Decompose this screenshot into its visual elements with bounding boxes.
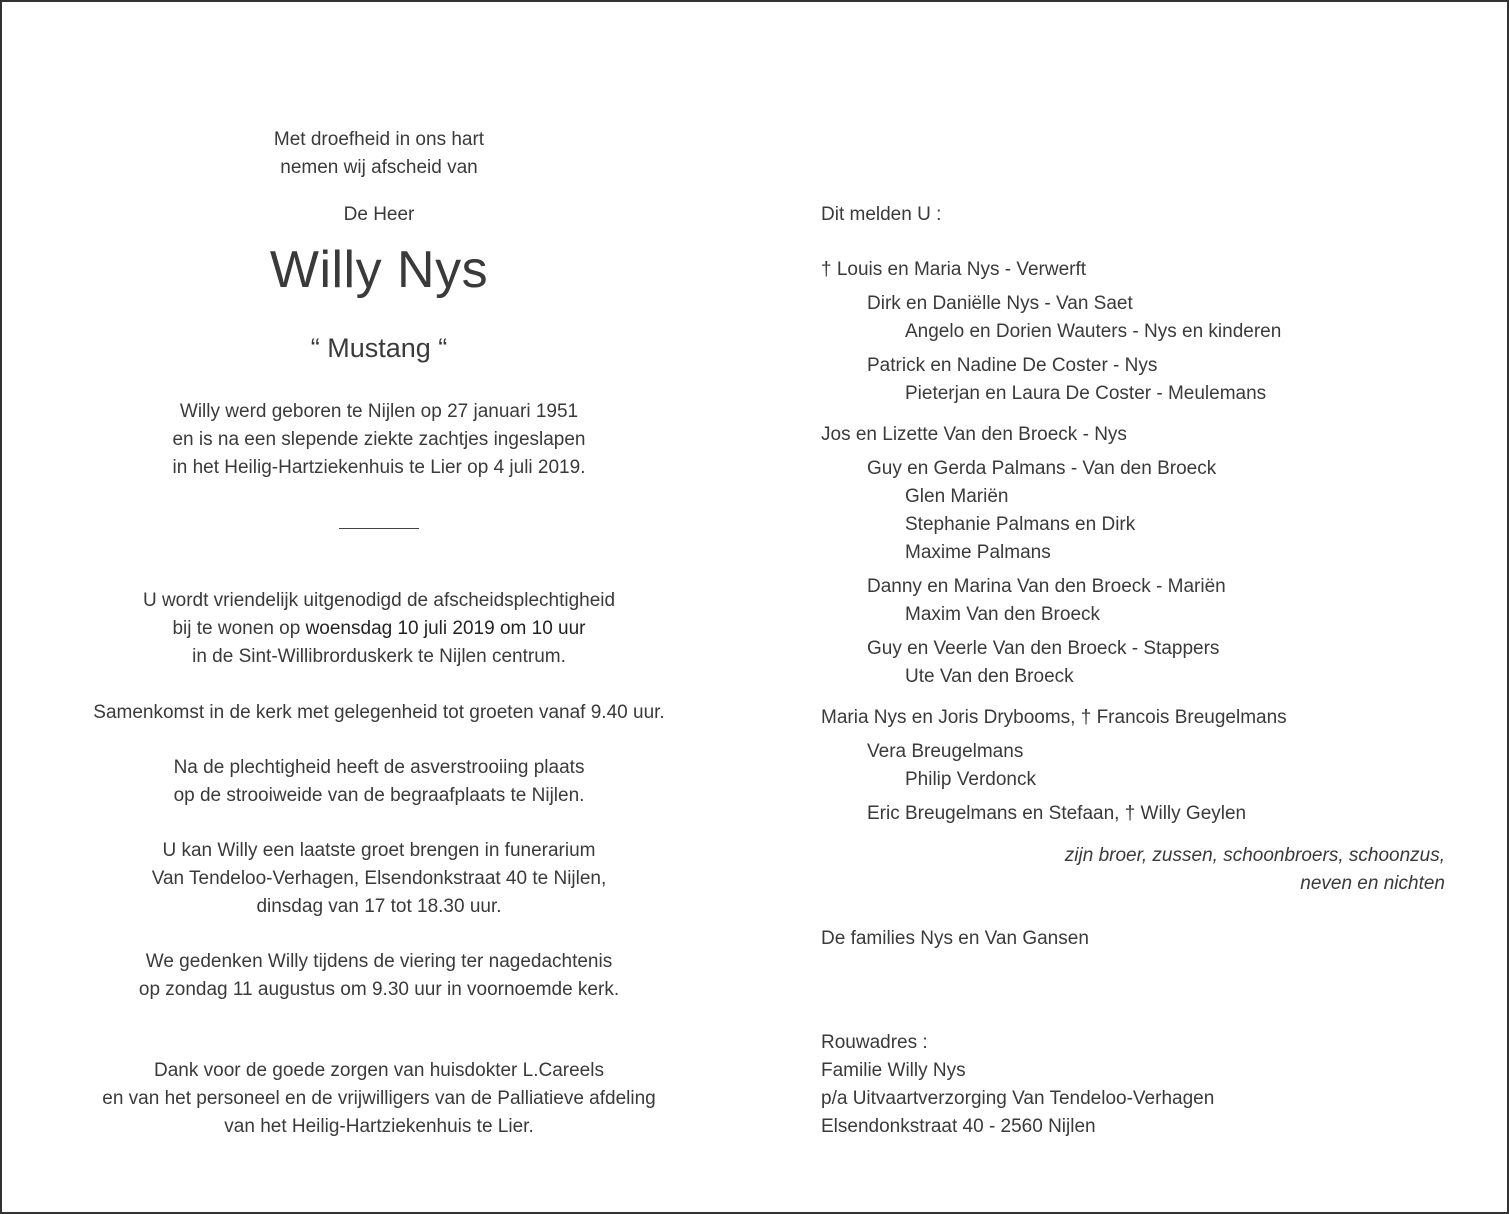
- announce-header: Dit melden U :: [821, 204, 942, 225]
- family-line: Maxim Van den Broeck: [905, 604, 1101, 625]
- divider: [339, 528, 419, 529]
- invite-line-2: [2, 615, 756, 643]
- scattering-line-1: Na de plechtigheid heeft de asverstrooiing plaats: [173, 757, 585, 778]
- bio-line-1: Willy werd geboren te Nijlen op 27 januari 1951: [179, 401, 579, 422]
- ceremony-date: woensdag 10 juli 2019 om 10 uur: [305, 618, 586, 639]
- thanks-line-1: Dank voor de goede zorgen van huisdokter L.Careels: [154, 1060, 604, 1081]
- invite-line-3: in de Sint-Willibrorduskerk te Nijlen centrum.: [192, 646, 566, 667]
- bio-line-3: in het Heilig-Hartziekenhuis te Lier op 4 juli 2019.: [172, 457, 586, 478]
- families-line: De families Nys en Van Gansen: [821, 928, 1089, 949]
- family-line: † Louis en Maria Nys - Verwerft: [821, 259, 1087, 280]
- family-line: Philip Verdonck: [905, 769, 1036, 790]
- memorial-line-1: We gedenken Willy tijdens de viering ter nagedachtenis: [145, 951, 613, 972]
- intro-line-1: Met droefheid in ons hart: [273, 129, 485, 150]
- invite-line-2-pre: bij te wonen op: [172, 618, 306, 639]
- address-line: p/a Uitvaartverzorging Van Tendeloo-Verhagen: [821, 1088, 1215, 1109]
- address-line: Elsendonkstraat 40 - 2560 Nijlen: [821, 1116, 1096, 1137]
- scattering-line-2: op de strooiweide van de begraafplaats te Nijlen.: [173, 785, 585, 806]
- memorial-line-2: op zondag 11 augustus om 9.30 uur in voornoemde kerk.: [138, 979, 620, 1000]
- funerarium-line-2: Van Tendeloo-Verhagen, Elsendonkstraat 40 te Nijlen,: [151, 868, 607, 889]
- address-line: Familie Willy Nys: [821, 1060, 966, 1081]
- thanks-line-3: van het Heilig-Hartziekenhuis te Lier.: [224, 1116, 534, 1137]
- family-line: Dirk en Daniëlle Nys - Van Saet: [867, 293, 1133, 314]
- family-line: Maxime Palmans: [905, 542, 1051, 563]
- address-label: Rouwadres :: [821, 1032, 928, 1053]
- family-line: Vera Breugelmans: [867, 741, 1024, 762]
- family-line: Ute Van den Broeck: [905, 666, 1074, 687]
- family-line: Angelo en Dorien Wauters - Nys en kinderen: [905, 321, 1282, 342]
- honorific: De Heer: [343, 204, 415, 225]
- family-line: Maria Nys en Joris Drybooms, † Francois Breugelmans: [821, 707, 1287, 728]
- family-line: Jos en Lizette Van den Broeck - Nys: [821, 424, 1127, 445]
- family-line: Patrick en Nadine De Coster - Nys: [867, 355, 1158, 376]
- family-line: Glen Mariën: [905, 486, 1009, 507]
- gathering-line: Samenkomst in de kerk met gelegenheid tot groeten vanaf 9.40 uur.: [93, 702, 665, 723]
- invite-line-1: U wordt vriendelijk uitgenodigd de afscheidsplechtigheid: [142, 590, 616, 611]
- family-line: Danny en Marina Van den Broeck - Mariën: [867, 576, 1226, 597]
- family-line: Eric Breugelmans en Stefaan, † Willy Geylen: [867, 803, 1247, 824]
- thanks-line-2: en van het personeel en de vrijwilligers van de Palliatieve afdeling: [102, 1088, 656, 1109]
- funerarium-line-1: U kan Willy een laatste groet brengen in funerarium: [162, 840, 596, 861]
- family-line: Pieterjan en Laura De Coster - Meulemans: [905, 383, 1267, 404]
- intro-line-2: nemen wij afscheid van: [280, 157, 478, 178]
- family-line: Guy en Gerda Palmans - Van den Broeck: [867, 458, 1217, 479]
- bio-line-2: en is na een slepende ziekte zachtjes ingeslapen: [172, 429, 586, 450]
- family-line: Guy en Veerle Van den Broeck - Stappers: [867, 638, 1220, 659]
- family-line: Stephanie Palmans en Dirk: [905, 514, 1136, 535]
- deceased-name: Willy Nys: [269, 241, 489, 299]
- nickname: “ Mustang “: [310, 333, 448, 363]
- relations-line-1: zijn broer, zussen, schoonbroers, schoonzus,: [1064, 845, 1445, 866]
- relations-line-2: neven en nichten: [1300, 873, 1445, 894]
- funerarium-line-3: dinsdag van 17 tot 18.30 uur.: [256, 896, 502, 917]
